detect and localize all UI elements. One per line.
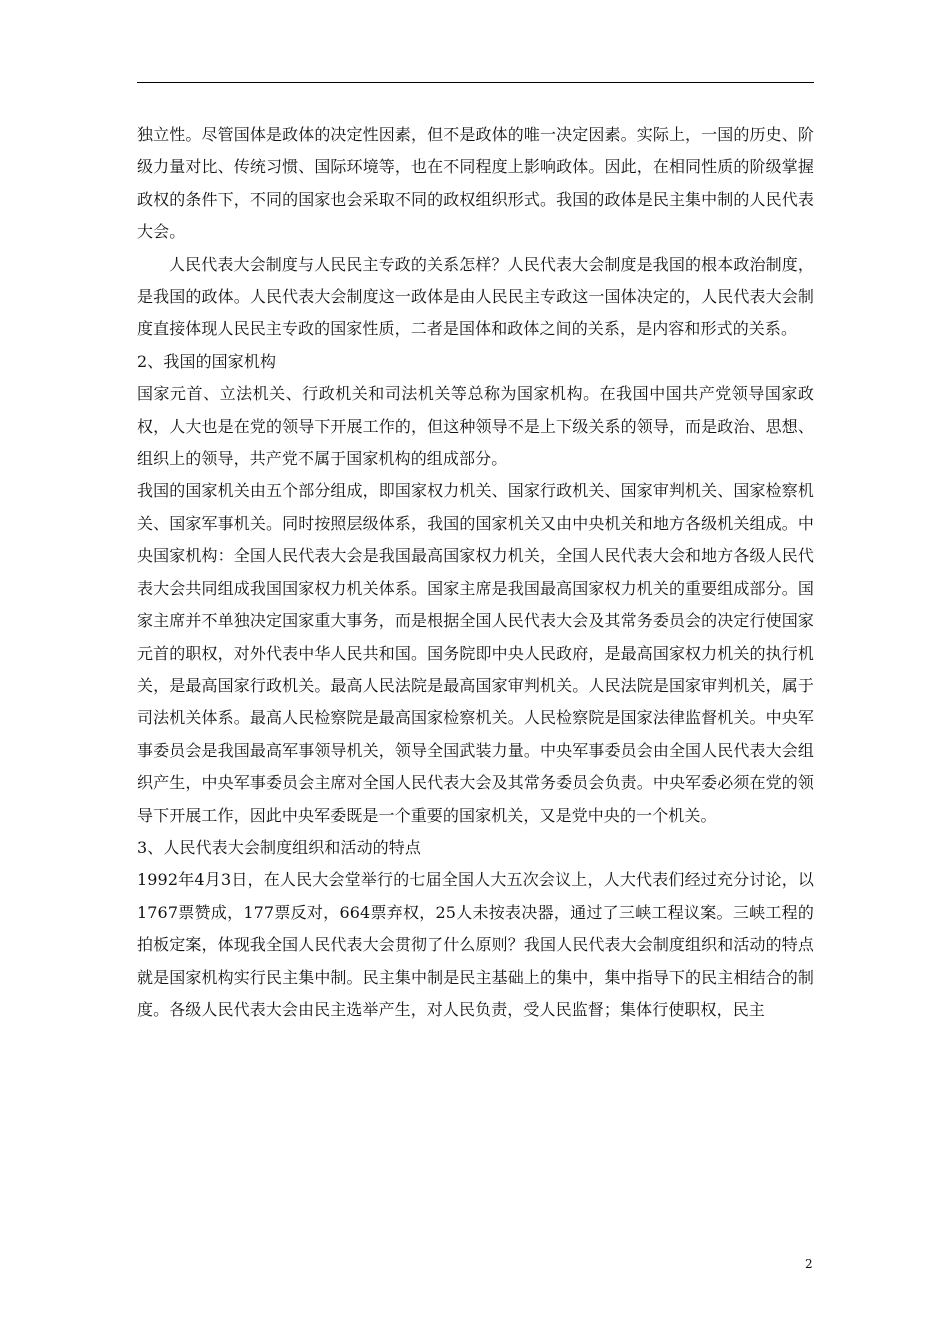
- paragraph: 人民代表大会制度与人民民主专政的关系怎样？人民代表大会制度是我国的根本政治制度，是我国的政体。人民代表大会制度这一政体是由人民民主专政这一国体决定的，人民代表大会制度直接体现人民民主专政的国家性质，二者是国体和政体之间的关系，是内容和形式的关系。: [137, 254, 814, 339]
- paragraph: 1992年4月3日，在人民大会堂举行的七届全国人大五次会议上，人大代表们经过充分讨论，以1767票赞成，177票反对，664票弃权，25人未按表决器，通过了三峡工程议案。三峡工程的拍板定案，体现我全国人民代表大会贯彻了什么原则？我国人民代表大会制度组织和活动的特点就是国家机构实行民主集中制。民主集中制是民主基础上的集中，集中指导下的民主相结合的制度。各级人民代表大会由民主选举产生，对人民负责，受人民监督；集体行使职权，民主: [137, 870, 814, 1019]
- paragraph: 我国的国家机关由五个部分组成，即国家权力机关、国家行政机关、国家审判机关、国家检察机关、国家军事机关。同时按照层级体系，我国的国家机关又由中央机关和地方各级机关组成。中央国家机构：全国人民代表大会是我国最高国家权力机关，全国人民代表大会和地方各级人民代表大会共同组成我国国家权力机关体系。国家主席是我国最高国家权力机关的重要组成部分。国家主席并不单独决定国家重大事务，而是根据全国人民代表大会及其常务委员会的决定行使国家元首的职权，对外代表中华人民共和国。国务院即中央人民政府，是最高国家权力机关的执行机关，是最高国家行政机关。最高人民法院是最高国家审判机关。人民法院是国家审判机关，属于司法机关体系。最高人民检察院是最高国家检察机关。人民检察院是国家法律监督机关。中央军事委员会是我国最高军事领导机关，领导全国武装力量。中央军事委员会由全国人民代表大会组织产生，中央军事委员会主席对全国人民代表大会及其常务委员会负责。中央军委必须在党的领导下开展工作，因此中央军委既是一个重要的国家机关，又是党中央的一个机关。: [137, 481, 814, 825]
- document-body: [137, 119, 814, 1026]
- section-heading: 2、我国的国家机构: [137, 351, 277, 371]
- section-heading: 3、人民代表大会制度组织和活动的特点: [137, 837, 421, 857]
- paragraph: 国家元首、立法机关、行政机关和司法机关等总称为国家机构。在我国中国共产党领导国家政权，人大也是在党的领导下开展工作的，但这种领导不是上下级关系的领导，而是政治、思想、组织上的领导，共产党不属于国家机构的组成部分。: [137, 384, 814, 469]
- page-number: 2: [805, 1257, 813, 1271]
- paragraph: 独立性。尽管国体是政体的决定性因素，但不是政体的唯一决定因素。实际上，一国的历史、阶级力量对比、传统习惯、国际环境等，也在不同程度上影响政体。因此，在相同性质的阶级掌握政权的条件下，不同的国家也会采取不同的政权组织形式。我国的政体是民主集中制的人民代表大会。: [137, 125, 814, 242]
- header-rule: [137, 82, 814, 83]
